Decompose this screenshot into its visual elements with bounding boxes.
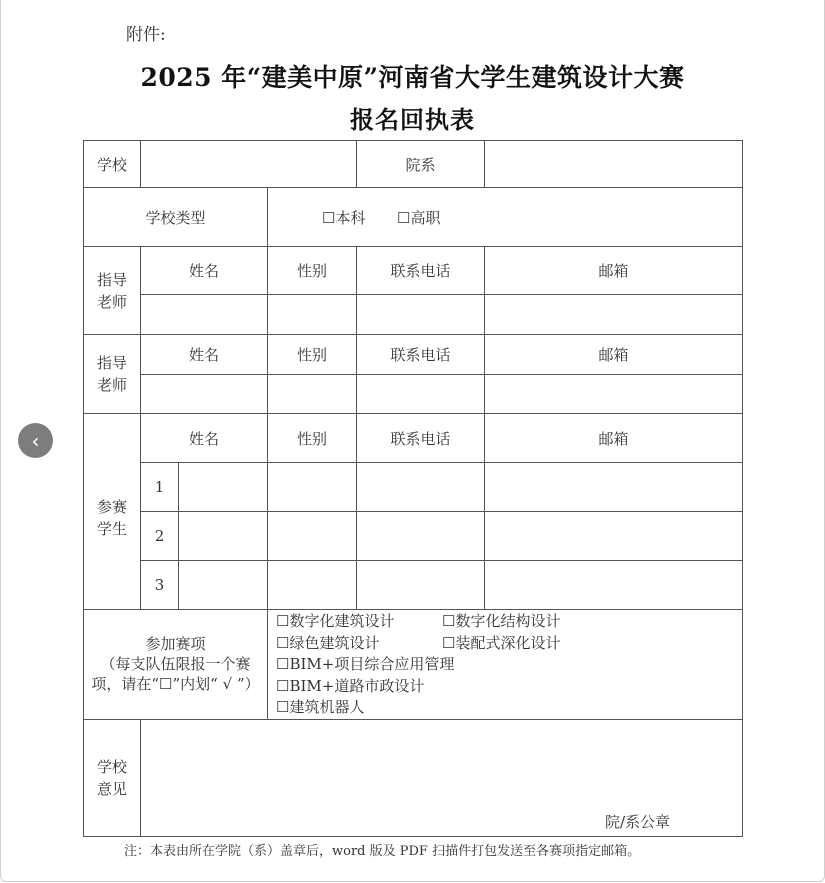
department-input-cell[interactable]: [485, 141, 743, 188]
col-name: 姓名: [141, 247, 268, 295]
school-input-cell[interactable]: [141, 141, 357, 188]
col-phone: 联系电话: [357, 335, 485, 375]
checkbox-event-bim-project[interactable]: ☐BIM+项目综合应用管理: [276, 655, 455, 673]
col-phone: 联系电话: [357, 414, 485, 463]
checkbox-event-prefab[interactable]: ☐装配式深化设计: [442, 633, 561, 652]
advisor2-name-cell[interactable]: [141, 375, 268, 414]
checkbox-vocational[interactable]: ☐高职: [397, 208, 441, 227]
student2-email-cell[interactable]: [485, 512, 743, 561]
student3-gender-cell[interactable]: [268, 561, 357, 610]
registration-form-table: [83, 140, 743, 837]
student3-email-cell[interactable]: [485, 561, 743, 610]
student1-gender-cell[interactable]: [268, 463, 357, 512]
opinion-label: 学校 意见: [84, 719, 141, 836]
student-label: 参赛 学生: [84, 414, 141, 610]
school-type-options: [268, 188, 743, 247]
col-gender: 性别: [268, 335, 357, 375]
col-email: 邮箱: [485, 414, 743, 463]
footnote: 注：本表由所在学院（系）盖章后，word 版及 PDF 扫描件打包发送至各赛项指定邮箱。: [124, 844, 641, 859]
col-email: 邮箱: [485, 335, 743, 375]
checkbox-undergrad[interactable]: ☐本科: [322, 208, 366, 227]
event-options: [268, 610, 743, 720]
attachment-label: 附件:: [126, 25, 166, 45]
student3-name-cell[interactable]: [179, 561, 268, 610]
col-gender: 性别: [268, 247, 357, 295]
col-phone: 联系电话: [357, 247, 485, 295]
page-title: 2025 年“建美中原”河南省大学生建筑设计大赛: [140, 63, 685, 92]
checkbox-event-digital-struct[interactable]: ☐数字化结构设计: [442, 612, 561, 630]
advisor-label-1: 指导 老师: [84, 247, 141, 335]
event-label: 参加赛项 （每支队伍限报一个赛 项，请在“☐”内划“ √ ”）: [84, 610, 268, 720]
advisor1-name-cell[interactable]: [141, 295, 268, 335]
page-subtitle: 报名回执表: [350, 105, 475, 134]
advisor1-gender-cell[interactable]: [268, 295, 357, 335]
advisor2-phone-cell[interactable]: [357, 375, 485, 414]
checkbox-event-bim-road[interactable]: ☐BIM+道路市政设计: [276, 676, 425, 695]
col-name: 姓名: [141, 414, 268, 463]
back-button[interactable]: [18, 423, 53, 458]
advisor2-email-cell[interactable]: [485, 375, 743, 414]
student2-phone-cell[interactable]: [357, 512, 485, 561]
advisor1-phone-cell[interactable]: [357, 295, 485, 335]
student3-phone-cell[interactable]: [357, 561, 485, 610]
checkbox-event-robot[interactable]: ☐建筑机器人: [276, 698, 365, 716]
col-gender: 性别: [268, 414, 357, 463]
student1-email-cell[interactable]: [485, 463, 743, 512]
checkbox-event-digital-arch[interactable]: ☐数字化建筑设计: [276, 612, 395, 630]
student2-gender-cell[interactable]: [268, 512, 357, 561]
advisor2-gender-cell[interactable]: [268, 375, 357, 414]
col-name: 姓名: [141, 335, 268, 375]
advisor-label-2: 指导 老师: [84, 335, 141, 414]
col-email: 邮箱: [485, 247, 743, 295]
student1-phone-cell[interactable]: [357, 463, 485, 512]
school-label: 学校: [84, 141, 141, 188]
seal-text: 院/系公章: [604, 812, 671, 831]
department-label: 院系: [357, 141, 485, 188]
chevron-left-icon: ‹: [31, 428, 40, 453]
student-row-number: 2: [141, 512, 179, 561]
checkbox-event-green-arch[interactable]: ☐绿色建筑设计: [276, 633, 380, 652]
student2-name-cell[interactable]: [179, 512, 268, 561]
opinion-input-cell[interactable]: [141, 719, 743, 836]
student1-name-cell[interactable]: [179, 463, 268, 512]
advisor1-email-cell[interactable]: [485, 295, 743, 335]
student-row-number: 3: [141, 561, 179, 610]
student-row-number: 1: [141, 463, 179, 512]
school-type-label: 学校类型: [84, 188, 268, 247]
